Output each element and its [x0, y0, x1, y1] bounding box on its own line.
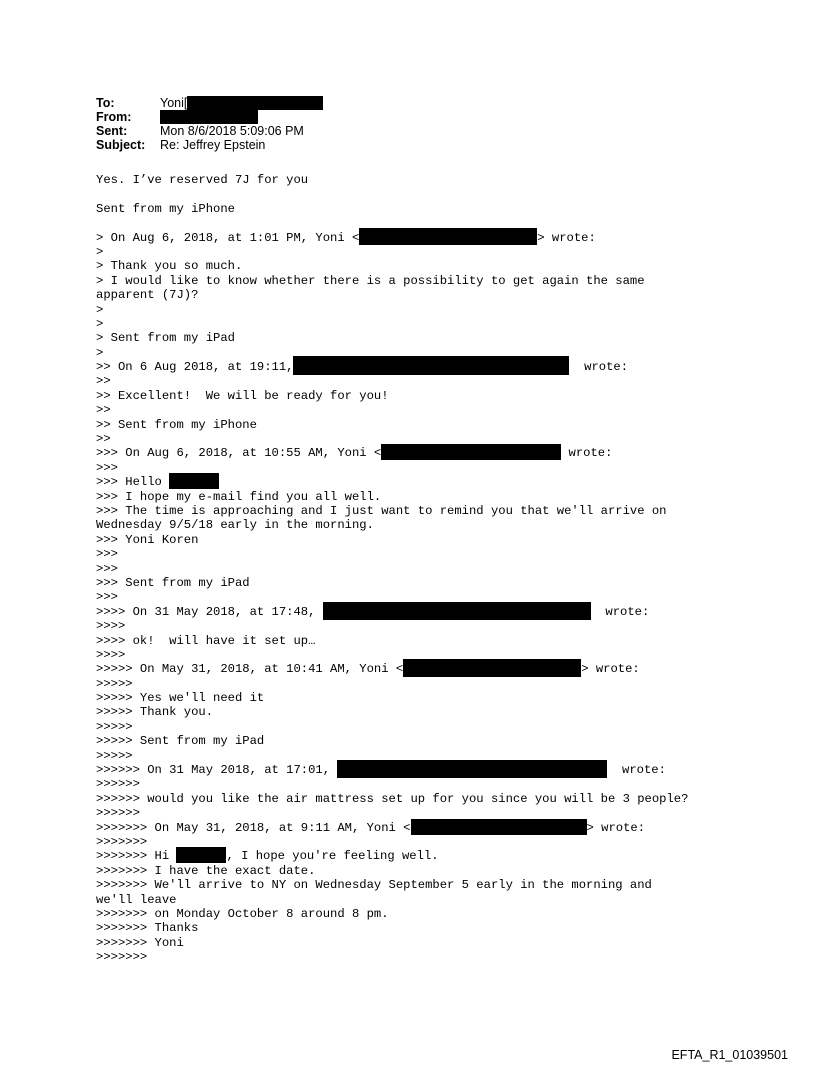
body-line: >>>>>>> Thanks: [96, 921, 199, 936]
redaction-box: [381, 444, 561, 460]
body-line: >>>>>>> We'll arrive to NY on Wednesday September 5 early in the morning and: [96, 878, 652, 893]
body-line: > Sent from my iPad: [96, 331, 235, 346]
body-line: Sent from my iPhone: [96, 201, 235, 216]
body-line: >>> I hope my e-mail find you all well.: [96, 489, 382, 504]
body-line: >>>>>>: [96, 806, 140, 821]
quote-header-text: >>> On Aug 6, 2018, at 10:55 AM, Yoni <: [96, 446, 382, 461]
blank-line: [96, 187, 688, 201]
quote-header-suffix: > wrote:: [537, 230, 596, 245]
body-line: >>>: [96, 590, 118, 605]
body-line: >>>>>>>: [96, 950, 148, 965]
quote-header-text: >> On 6 Aug 2018, at 19:11,: [96, 360, 294, 375]
redaction-box: [187, 96, 323, 110]
redaction-box: [176, 847, 226, 863]
body-line: >>>>>>> Yoni: [96, 935, 184, 950]
body-line: >>>>>>>: [96, 834, 148, 849]
quote-header-line: [96, 360, 688, 374]
from-row: [96, 110, 323, 124]
body-line: >>>>: [96, 619, 126, 634]
redaction-box: [160, 110, 258, 124]
greeting-text: >>> Hello: [96, 475, 162, 490]
body-line: >>>: [96, 547, 118, 562]
redaction-box: [293, 356, 569, 375]
body-line: >>: [96, 432, 111, 447]
to-value: [160, 96, 323, 110]
body-line: >>>>>>> on Monday October 8 around 8 pm.: [96, 906, 389, 921]
body-line: >>>>>: [96, 748, 133, 763]
quote-header-text: >>>>>> On 31 May 2018, at 17:01,: [96, 763, 331, 778]
sent-value: Mon 8/6/2018 5:09:06 PM: [160, 124, 304, 138]
subject-row: [96, 138, 323, 152]
body-line: apparent (7J)?: [96, 288, 199, 303]
redaction-box: [411, 819, 587, 835]
quote-header-line: [96, 446, 688, 460]
body-line: >>>>>: [96, 719, 133, 734]
quote-header-text: >>>>> On May 31, 2018, at 10:41 AM, Yoni <: [96, 662, 404, 677]
body-line: >> Sent from my iPhone: [96, 417, 257, 432]
body-line: >>>>> Sent from my iPad: [96, 734, 265, 749]
quote-header-line: [96, 231, 688, 245]
body-line: >>>> ok! will have it set up…: [96, 633, 316, 648]
body-line: >>> The time is approaching and I just want to remind you that we'll arrive on: [96, 503, 667, 518]
body-line: Yes. I’ve reserved 7J for you: [96, 173, 309, 187]
quote-header-suffix: > wrote:: [586, 820, 646, 835]
greeting-rest: , I hope you're feeling well.: [226, 849, 439, 864]
body-line: >: [96, 345, 104, 360]
quote-header-suffix: wrote:: [561, 446, 613, 461]
sent-label: Sent:: [96, 124, 128, 138]
body-line: >: [96, 302, 104, 317]
quote-header-text: > On Aug 6, 2018, at 1:01 PM, Yoni <: [96, 230, 360, 245]
body-line: >>> Yoni Koren: [96, 532, 199, 547]
quote-header-suffix: > wrote:: [581, 662, 640, 677]
body-line: >>> Sent from my iPad: [96, 575, 250, 590]
body-line: >> Excellent! We will be ready for you!: [96, 388, 389, 403]
quote-header-line: [96, 605, 688, 619]
email-body: [96, 173, 688, 964]
redaction-box: [169, 473, 219, 489]
redaction-box: [323, 602, 591, 620]
quote-header-suffix: wrote:: [584, 360, 629, 375]
quote-header-line: [96, 763, 688, 777]
email-header: [96, 96, 323, 152]
body-line: >>>: [96, 460, 118, 475]
redaction-box: [337, 760, 607, 778]
quote-header-line: [96, 821, 688, 835]
sent-row: [96, 124, 323, 138]
to-label: To:: [96, 96, 115, 110]
from-label: From:: [96, 110, 132, 124]
body-line: we'll leave: [96, 892, 177, 907]
body-line: Wednesday 9/5/18 early in the morning.: [96, 518, 374, 533]
body-line: > I would like to know whether there is a possibility to get again the same: [96, 273, 645, 288]
from-value: [160, 110, 258, 124]
body-line: >>>: [96, 561, 118, 576]
document-id: EFTA_R1_01039501: [671, 1048, 788, 1062]
redaction-box: [403, 659, 581, 677]
redaction-box: [359, 228, 537, 245]
body-line: >>>>>>: [96, 777, 140, 792]
to-name: Yoni[: [160, 96, 188, 110]
subject-value: Re: Jeffrey Epstein: [160, 138, 266, 152]
to-row: [96, 96, 323, 110]
quote-header-suffix: wrote:: [605, 604, 650, 619]
greeting-line: [96, 475, 688, 489]
greeting-line: [96, 849, 688, 863]
subject-label: Subject:: [96, 138, 146, 152]
body-line: >>: [96, 374, 111, 389]
body-line: >>: [96, 403, 111, 418]
body-line: >>>>>: [96, 676, 133, 691]
body-line: > Thank you so much.: [96, 259, 243, 274]
body-line: >>>>>> would you like the air mattress set up for you since you will be 3 people?: [96, 791, 689, 806]
body-line: >>>>> Thank you.: [96, 705, 214, 720]
greeting-text: >>>>>>> Hi: [96, 849, 170, 864]
body-line: >>>>: [96, 647, 126, 662]
body-line: >>>>> Yes we'll need it: [96, 691, 265, 706]
body-line: >: [96, 316, 104, 331]
quote-header-line: [96, 662, 688, 676]
quote-header-text: >>>> On 31 May 2018, at 17:48,: [96, 604, 316, 619]
body-line: >: [96, 244, 104, 259]
quote-header-text: >>>>>>> On May 31, 2018, at 9:11 AM, Yoni <: [96, 820, 411, 835]
body-line: >>>>>>> I have the exact date.: [96, 863, 316, 878]
quote-header-suffix: wrote:: [622, 763, 666, 778]
